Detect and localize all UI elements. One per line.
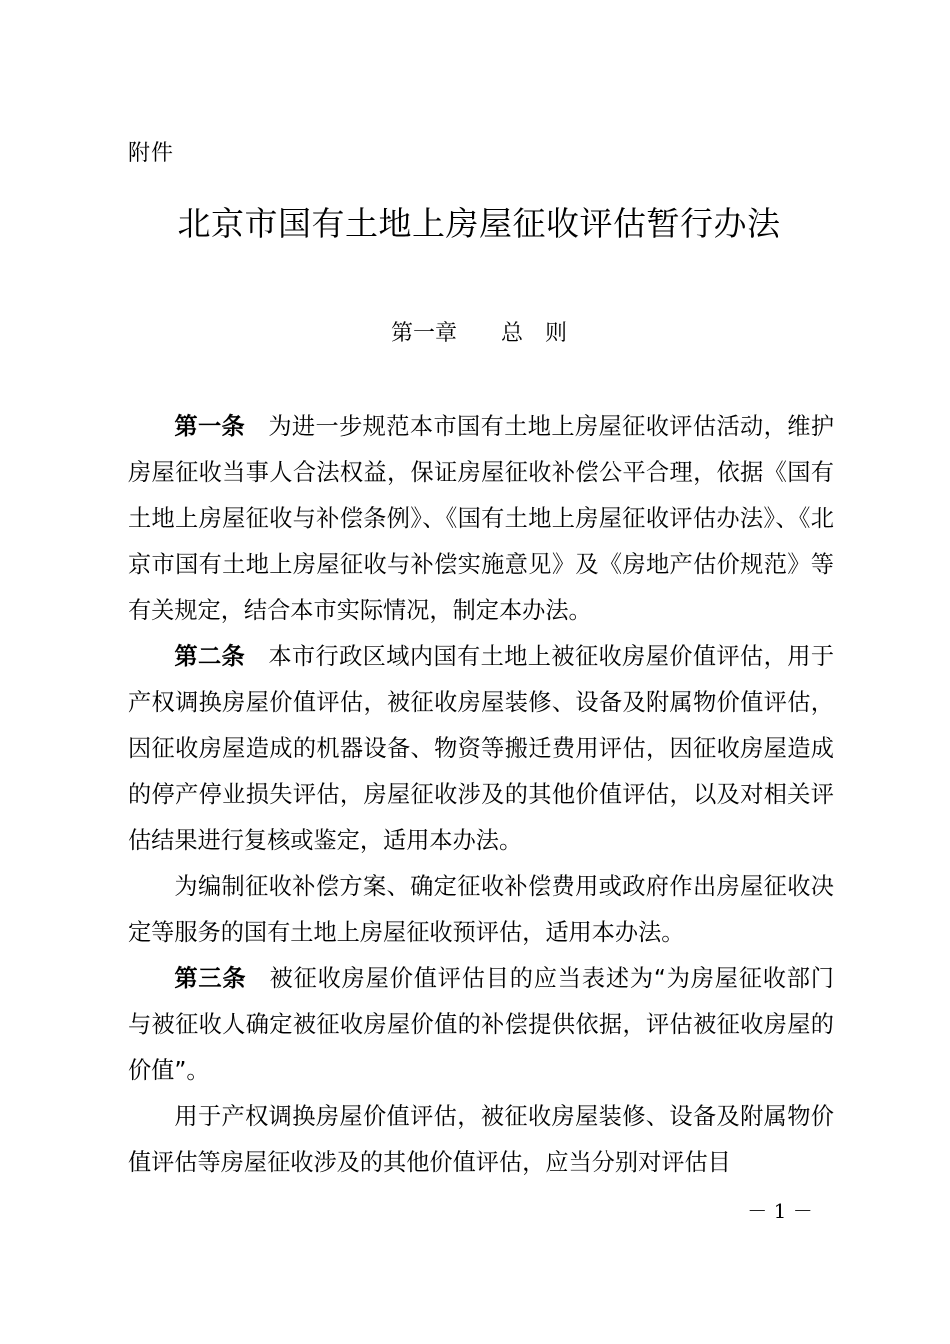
paragraph-text: 本市行政区域内国有土地上被征收房屋价值评估，用于产权调换房屋价值评估，被征收房屋装修、设备及附属物价值评估，因征收房屋造成的机器设备、物资等搬迁费用评估，因征收房屋造成的停产停业损失评估，房屋征收涉及的其他价值评估，以及对相关评估结果进行复核或鉴定，适用本办法。 (128, 643, 835, 854)
article-number: 第一条 (174, 413, 246, 440)
chapter-heading: 第一章 总 则 (390, 321, 567, 346)
document-body (128, 404, 834, 1186)
paragraph-text: 为进一步规范本市国有土地上房屋征收评估活动，维护房屋征收当事人合法权益，保证房屋征收补偿公平合理，依据《国有土地上房屋征收与补偿条例》、《国有土地上房屋征收评估办法》、《北京市国有土地上房屋征收与补偿实施意见》及《房地产估价规范》等有关规定，结合本市实际情况，制定本办法。 (128, 413, 835, 624)
paragraph-text: 用于产权调换房屋价值评估，被征收房屋装修、设备及附属物价值评估等房屋征收涉及的其他价值评估，应当分别对评估目 (128, 1103, 834, 1176)
document-title: 北京市国有土地上房屋征收评估暂行办法 (177, 204, 781, 243)
paragraph-text: 被征收房屋价值评估目的应当表述为“为房屋征收部门与被征收人确定被征收房屋价值的补偿提供依据，评估被征收房屋的价值”。 (128, 965, 834, 1084)
paragraph-text: 为编制征收补偿方案、确定征收补偿费用或政府作出房屋征收决定等服务的国有土地上房屋征收预评估，适用本办法。 (128, 873, 834, 946)
article-number: 第三条 (174, 965, 247, 992)
article-1-paragraph (128, 404, 834, 634)
article-2-continuation-paragraph (128, 864, 834, 956)
attachment-label: 附件 (128, 141, 175, 166)
article-number: 第二条 (174, 643, 246, 670)
article-3-paragraph (128, 956, 834, 1094)
article-2-paragraph (128, 634, 834, 864)
page-number: － 1 － (747, 1199, 813, 1223)
article-3-continuation-paragraph (128, 1094, 834, 1186)
